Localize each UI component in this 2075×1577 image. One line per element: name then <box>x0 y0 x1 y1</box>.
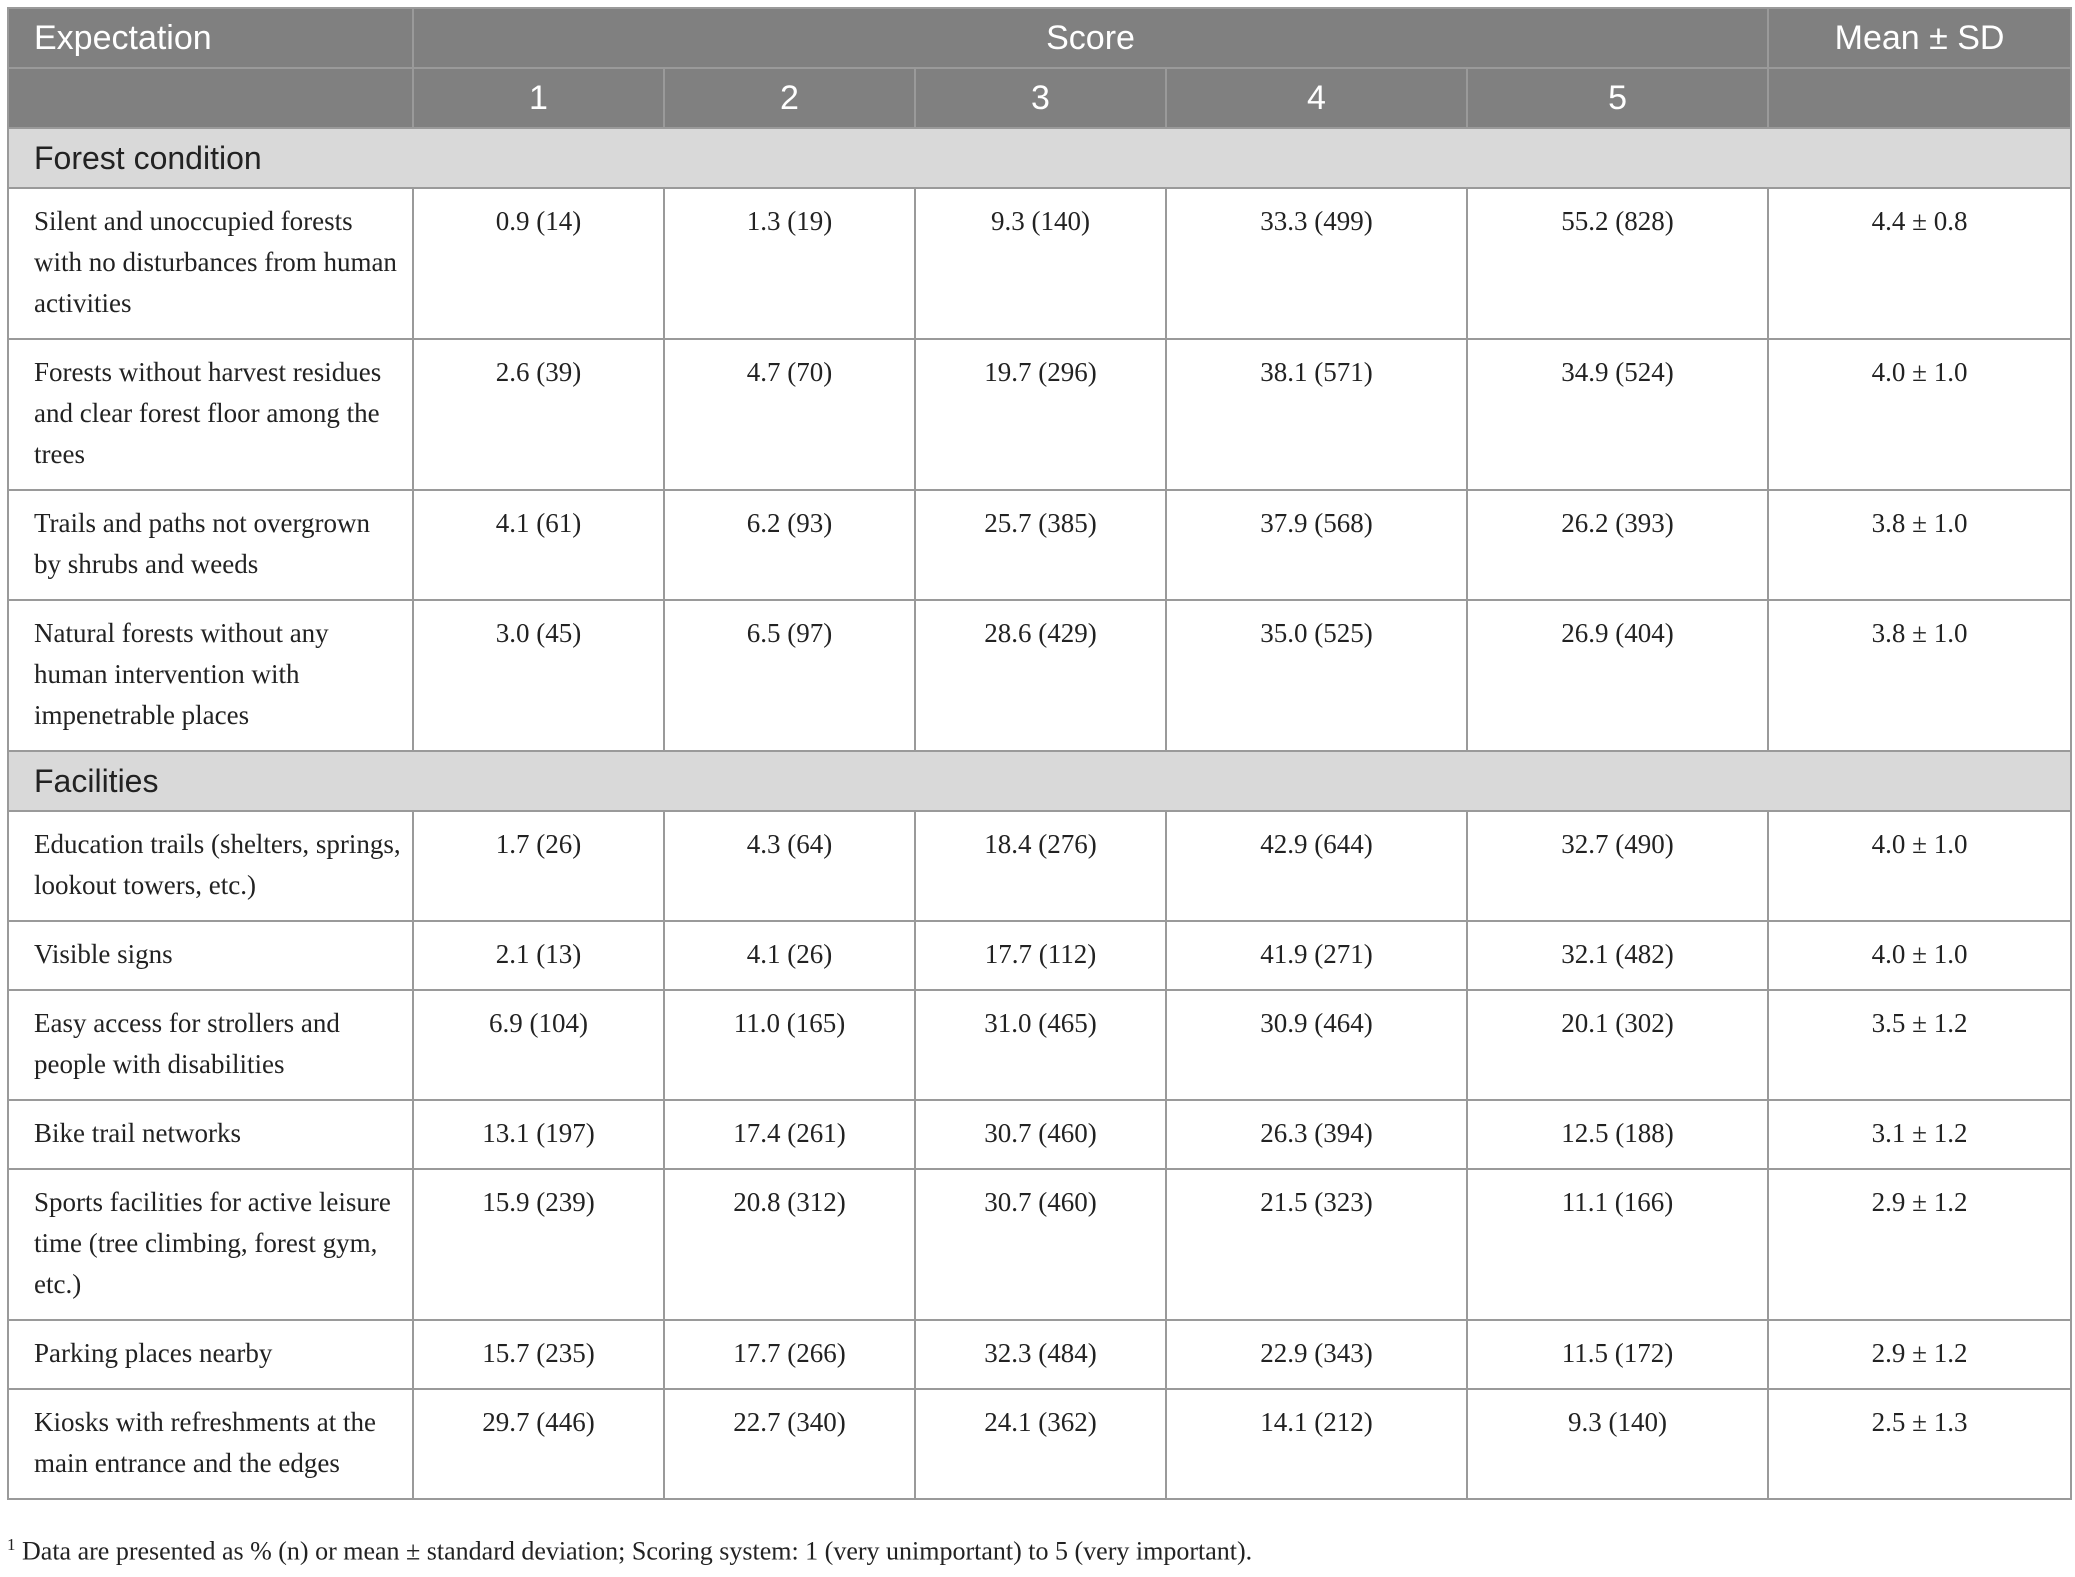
row-label: Forests without harvest residues and clear forest floor among the trees <box>8 339 413 490</box>
score-2-cell: 6.2 (93) <box>664 490 915 600</box>
score-3-cell: 30.7 (460) <box>915 1169 1166 1320</box>
score-4-cell: 38.1 (571) <box>1166 339 1467 490</box>
score-4-cell: 14.1 (212) <box>1166 1389 1467 1499</box>
header-score-2: 2 <box>664 68 915 128</box>
footnote-text: Data are presented as % (n) or mean ± standard deviation; Scoring system: 1 (very unimportant) to 5 (very important). <box>22 1536 1253 1566</box>
score-5-cell: 11.1 (166) <box>1467 1169 1768 1320</box>
header-blank-right <box>1768 68 2071 128</box>
score-2-cell: 6.5 (97) <box>664 600 915 751</box>
score-1-cell: 6.9 (104) <box>413 990 664 1100</box>
table-row <box>8 1100 2071 1169</box>
row-label: Bike trail networks <box>8 1100 413 1169</box>
row-label: Parking places nearby <box>8 1320 413 1389</box>
score-4-cell: 26.3 (394) <box>1166 1100 1467 1169</box>
mean-sd-cell: 3.5 ± 1.2 <box>1768 990 2071 1100</box>
score-5-cell: 26.2 (393) <box>1467 490 1768 600</box>
header-score: Score <box>413 8 1768 68</box>
score-1-cell: 15.9 (239) <box>413 1169 664 1320</box>
score-2-cell: 1.3 (19) <box>664 188 915 339</box>
table-row <box>8 1320 2071 1389</box>
score-4-cell: 37.9 (568) <box>1166 490 1467 600</box>
row-label: Natural forests without any human intervention with impenetrable places <box>8 600 413 751</box>
score-1-cell: 29.7 (446) <box>413 1389 664 1499</box>
score-2-cell: 22.7 (340) <box>664 1389 915 1499</box>
score-2-cell: 17.7 (266) <box>664 1320 915 1389</box>
table-row <box>8 1389 2071 1499</box>
expectations-table <box>7 7 2072 1500</box>
mean-sd-cell: 4.4 ± 0.8 <box>1768 188 2071 339</box>
header-score-5: 5 <box>1467 68 1768 128</box>
score-3-cell: 24.1 (362) <box>915 1389 1166 1499</box>
table-container <box>7 7 2070 1500</box>
table-row <box>8 600 2071 751</box>
table-body <box>8 128 2071 1499</box>
header-row-2 <box>8 68 2071 128</box>
score-1-cell: 13.1 (197) <box>413 1100 664 1169</box>
header-score-4: 4 <box>1166 68 1467 128</box>
score-5-cell: 34.9 (524) <box>1467 339 1768 490</box>
row-label: Education trails (shelters, springs, lookout towers, etc.) <box>8 811 413 921</box>
score-5-cell: 55.2 (828) <box>1467 188 1768 339</box>
table-row <box>8 490 2071 600</box>
score-5-cell: 20.1 (302) <box>1467 990 1768 1100</box>
footnote-marker: 1 <box>7 1535 16 1554</box>
score-5-cell: 11.5 (172) <box>1467 1320 1768 1389</box>
score-2-cell: 17.4 (261) <box>664 1100 915 1169</box>
score-3-cell: 18.4 (276) <box>915 811 1166 921</box>
row-label: Silent and unoccupied forests with no disturbances from human activities <box>8 188 413 339</box>
mean-sd-cell: 4.0 ± 1.0 <box>1768 921 2071 990</box>
score-1-cell: 2.1 (13) <box>413 921 664 990</box>
score-5-cell: 12.5 (188) <box>1467 1100 1768 1169</box>
score-5-cell: 26.9 (404) <box>1467 600 1768 751</box>
score-3-cell: 28.6 (429) <box>915 600 1166 751</box>
table-row <box>8 188 2071 339</box>
table-header <box>8 8 2071 128</box>
score-2-cell: 4.7 (70) <box>664 339 915 490</box>
table-row <box>8 811 2071 921</box>
row-label: Sports facilities for active leisure time (tree climbing, forest gym, etc.) <box>8 1169 413 1320</box>
header-expectation: Expectation <box>8 8 413 68</box>
row-label: Easy access for strollers and people with disabilities <box>8 990 413 1100</box>
mean-sd-cell: 2.5 ± 1.3 <box>1768 1389 2071 1499</box>
mean-sd-cell: 4.0 ± 1.0 <box>1768 339 2071 490</box>
table-row <box>8 1169 2071 1320</box>
score-4-cell: 41.9 (271) <box>1166 921 1467 990</box>
score-5-cell: 9.3 (140) <box>1467 1389 1768 1499</box>
score-5-cell: 32.7 (490) <box>1467 811 1768 921</box>
score-2-cell: 11.0 (165) <box>664 990 915 1100</box>
score-3-cell: 17.7 (112) <box>915 921 1166 990</box>
score-1-cell: 15.7 (235) <box>413 1320 664 1389</box>
score-4-cell: 22.9 (343) <box>1166 1320 1467 1389</box>
table-row <box>8 339 2071 490</box>
section-title: Forest condition <box>8 128 2071 188</box>
score-3-cell: 32.3 (484) <box>915 1320 1166 1389</box>
mean-sd-cell: 3.8 ± 1.0 <box>1768 600 2071 751</box>
score-1-cell: 3.0 (45) <box>413 600 664 751</box>
score-4-cell: 30.9 (464) <box>1166 990 1467 1100</box>
mean-sd-cell: 2.9 ± 1.2 <box>1768 1169 2071 1320</box>
score-5-cell: 32.1 (482) <box>1467 921 1768 990</box>
score-1-cell: 1.7 (26) <box>413 811 664 921</box>
row-label: Trails and paths not overgrown by shrubs and weeds <box>8 490 413 600</box>
section-title: Facilities <box>8 751 2071 811</box>
header-blank-left <box>8 68 413 128</box>
score-3-cell: 31.0 (465) <box>915 990 1166 1100</box>
score-1-cell: 2.6 (39) <box>413 339 664 490</box>
row-label: Visible signs <box>8 921 413 990</box>
row-label: Kiosks with refreshments at the main entrance and the edges <box>8 1389 413 1499</box>
header-row-1 <box>8 8 2071 68</box>
score-4-cell: 21.5 (323) <box>1166 1169 1467 1320</box>
score-3-cell: 19.7 (296) <box>915 339 1166 490</box>
mean-sd-cell: 3.8 ± 1.0 <box>1768 490 2071 600</box>
mean-sd-cell: 2.9 ± 1.2 <box>1768 1320 2071 1389</box>
score-2-cell: 4.1 (26) <box>664 921 915 990</box>
mean-sd-cell: 3.1 ± 1.2 <box>1768 1100 2071 1169</box>
table-row <box>8 990 2071 1100</box>
score-1-cell: 0.9 (14) <box>413 188 664 339</box>
header-score-1: 1 <box>413 68 664 128</box>
score-4-cell: 33.3 (499) <box>1166 188 1467 339</box>
score-4-cell: 35.0 (525) <box>1166 600 1467 751</box>
score-2-cell: 20.8 (312) <box>664 1169 915 1320</box>
section-header-row <box>8 128 2071 188</box>
score-4-cell: 42.9 (644) <box>1166 811 1467 921</box>
footnote <box>7 1535 1252 1567</box>
score-2-cell: 4.3 (64) <box>664 811 915 921</box>
header-mean-sd: Mean ± SD <box>1768 8 2071 68</box>
score-3-cell: 30.7 (460) <box>915 1100 1166 1169</box>
mean-sd-cell: 4.0 ± 1.0 <box>1768 811 2071 921</box>
score-1-cell: 4.1 (61) <box>413 490 664 600</box>
table-row <box>8 921 2071 990</box>
score-3-cell: 25.7 (385) <box>915 490 1166 600</box>
section-header-row <box>8 751 2071 811</box>
header-score-3: 3 <box>915 68 1166 128</box>
score-3-cell: 9.3 (140) <box>915 188 1166 339</box>
